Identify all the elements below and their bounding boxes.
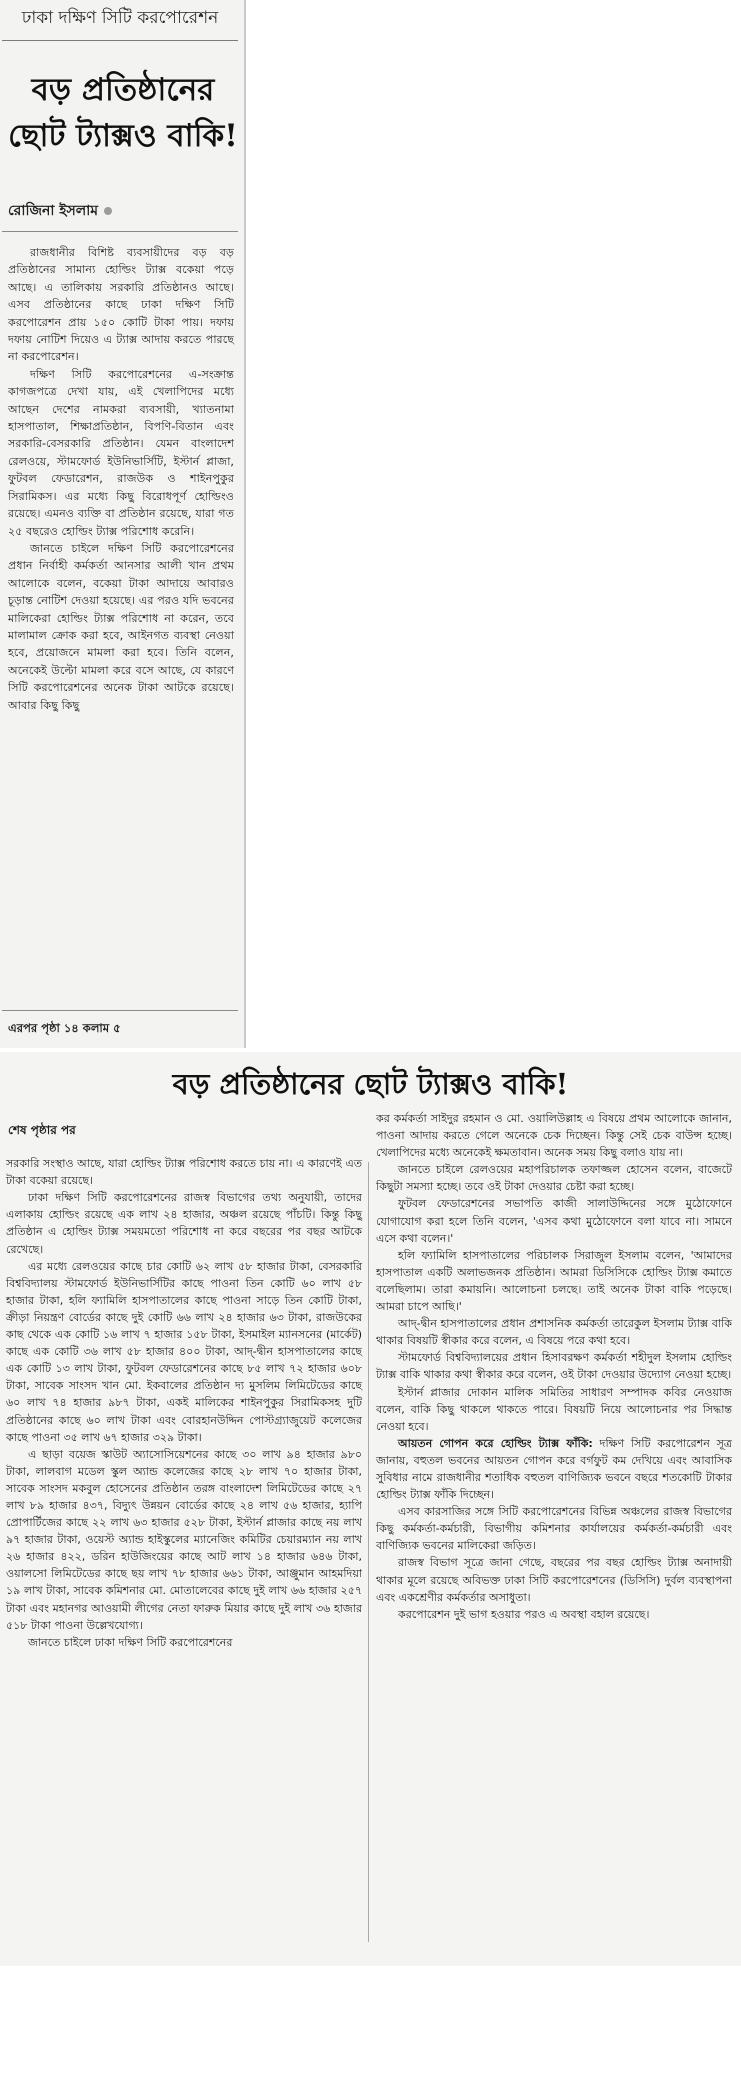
body-paragraph: দক্ষিণ সিটি করপোরেশনের এ-সংক্রান্ত কাগজপত্রে দেখা যায়, এই খেলাপিদের মধ্যে আছেন দেশের নামকরা ব্যবসায়ী, খ্যাতনামা হাসপাতাল, শিক্ষাপ্রতিষ্ঠান, বিপণি-বিতান এবং সরকারি-বেসরকারি প্রতিষ্ঠান। যেমন বাংলাদেশ রেলওয়ে, স্টামফোর্ড ইউনিভার্সিটি, ইস্টার্ন প্লাজা, ফুটবল ফেডারেশন, রাজউক ও শাইনপুকুর সিরামিকস। এর মধ্যে কিছু বিরোধপূর্ণ হোল্ডিংও রয়েছে। এমনও ব্যক্তি বা প্রতিষ্ঠান রয়েছে, যারা গত ২৫ বছরেও হোল্ডিং ট্যাক্স পরিশোধ করেনি। <box>8 367 234 538</box>
body-paragraph: স্টামফোর্ড বিশ্ববিদ্যালয়ের প্রধান হিসাবরক্ষণ কর্মকর্তা শহীদুল ইসলাম হোল্ডিং ট্যাক্স বাকি থাকার কথা স্বীকার করে বলেন, ওই টাকা দেওয়ার উদ্যোগ নেওয়া হচ্ছে। <box>376 1351 732 1382</box>
body-paragraph: হলি ফ্যামিলি হাসপাতালের পরিচালক সিরাজুল ইসলাম বলেন, 'আমাদের হাসপাতাল একটি অলাভজনক প্রতিষ্ঠান। আমরা ডিসিসিকে হোল্ডিং ট্যাক্স কমাতে বলেছিলাম। তারা কমায়নি। আলোচনা চলছে। তাই অনেক টাকা বাকি পড়েছে। আমরা চাপে আছি।' <box>376 1248 732 1314</box>
left-column <box>6 1122 362 1651</box>
subhead: আয়তন গোপন করে হোল্ডিং ট্যাক্স ফাঁকি: <box>398 1436 593 1450</box>
body-paragraph: জানতে চাইলে দক্ষিণ সিটি করপোরেশনের প্রধান নির্বাহী কর্মকর্তা আনসার আলী খান প্রথম আলোকে বলেন, বকেয়া টাকা আদায়ে আবারও চূড়ান্ত নোটিশ দেওয়া হয়েছে। এর পরও যদি ভবনের মালিকেরা হোল্ডিং ট্যাক্স পরিশোধ না করেন, তবে মালামাল ক্রোক করা হবে, আইনগত ব্যবস্থা নেওয়া হবে, প্রয়োজনে মামলা করা হবে। তিনি বলেন, অনেকেই উল্টো মামলা করে বসে আছে, যে কারণে সিটি করপোরেশনের অনেক টাকা আটকে রয়েছে। আবার কিছু কিছু <box>8 541 234 712</box>
top-clipping <box>0 0 246 1048</box>
continued-body <box>0 1112 741 1962</box>
bottom-clipping <box>0 1052 741 1966</box>
body-paragraph: এসব কারসাজির সঙ্গে সিটি করপোরেশনের বিভিন্ন অঞ্চলের রাজস্ব বিভাগের কিছু কর্মকর্তা-কর্মচারী, বিভাগীয় কমিশনার কার্যালয়ের কর্মকর্তা-কর্মচারী এবং বাণিজ্যিক ভবনের মালিকেরা জড়িত। <box>376 1505 732 1553</box>
column-divider <box>368 1162 369 1942</box>
author-name: রোজিনা ইসলাম <box>8 203 99 219</box>
rubric-divider <box>2 40 238 41</box>
body-paragraph: রাজস্ব বিভাগ সূত্রে জানা গেছে, বছরের পর বছর হোল্ডিং ট্যাক্স অনাদায়ী থাকার মূলে রয়েছে অবিভক্ত ঢাকা সিটি করপোরেশনের (ডিসিসি) দুর্বল ব্যবস্থাপনা এবং একশ্রেণীর কর্মকর্তার অসাধুতা। <box>376 1556 732 1604</box>
body-paragraph: আদ্-দ্বীন হাসপাতালের প্রধান প্রশাসনিক কর্মকর্তা তারেকুল ইসলাম ট্যাক্স বাকি থাকার বিষয়টি স্বীকার করে বলেন, এ বিষয়ে পরে কথা হবে। <box>376 1317 732 1348</box>
body-paragraph: ঢাকা দক্ষিণ সিটি করপোরেশনের রাজস্ব বিভাগের তথ্য অনুযায়ী, তাদের এলাকায় হোল্ডিং রয়েছে এক লাখ ২৪ হাজার, অঞ্চল রয়েছে পাঁচটি। কিন্তু কিছু প্রতিষ্ঠান এ হোল্ডিং ট্যাক্স সময়মতো পরিশোধ না করে বছরের পর বছর আটকে রেখেছে। <box>6 1191 362 1256</box>
section-rubric: ঢাকা দক্ষিণ সিটি করপোরেশন <box>21 8 219 28</box>
continued-from-label: শেষ পৃষ্ঠার পর <box>8 1123 76 1137</box>
body-paragraph: ফুটবল ফেডারেশনের সভাপতি কাজী সালাউদ্দিনের সঙ্গে মুঠোফোনে যোগাযোগ করা হলে তিনি বলেন, 'এসব কথা মুঠোফোনে বলা যাবে না। সামনে এসে কথা বলেন।' <box>376 1197 732 1245</box>
continuation-divider <box>2 1010 238 1011</box>
body-paragraph: এর মধ্যে রেলওয়ের কাছে চার কোটি ৬২ লাখ ৫৮ হাজার টাকা, বেসরকারি বিশ্ববিদ্যালয় স্টামফোর্ড ইউনিভার্সিটির কাছে পাওনা তিন কোটি ৬০ লাখ ৫৮ হাজার টাকা, হলি ফ্যামিলি হাসপাতালের কাছে পাওনা সাড়ে তিন কোটি টাকা, ক্রীড়া নিয়ন্ত্রণ বোর্ডের কাছে দুই কোটি ৬৬ লাখ ২৪ হাজার ৬৩ টাকা, রাজউকের কাছ থেকে এক কোটি ১৬ লাখ ৭ হাজার ১৫৮ টাকা, ইসমাইল ম্যানসনের (মার্কেট) কাছে এক কোটি ৩৬ লাখ ৫৮ হাজার ৪০০ টাকা, আদ্-দ্বীন হাসপাতালের কাছে এক কোটি ১৩ লাখ টাকা, ফুটবল ফেডারেশনের কাছে ৮৫ লাখ ৭২ হাজার ৬০৮ টাকা, সাবেক সাংসদ খান মো. ইকবালের প্রতিষ্ঠান দ্য মুসলিম লিমিটেডের কাছে ৬০ লাখ ৭৪ হাজার ৯৮৭ টাকা, একই মালিকের শাইনপুকুর সিরামিকসহ দুটি প্রতিষ্ঠানের কাছে ৬০ লাখ টাকা এবং বোরহানউদ্দিন পোস্টগ্র্যাজুয়েট কলেজের কাছে পাওনা ৩৫ লাখ ৬৭ হাজার ৩২৯ টাকা। <box>6 1259 362 1444</box>
body-paragraph: রাজধানীর বিশিষ্ট ব্যবসায়ীদের বড় বড় প্রতিষ্ঠানের সামান্য হোল্ডিং ট্যাক্স বকেয়া পড়ে আছে। এ তালিকায় সরকারি প্রতিষ্ঠানও আছে। এসব প্রতিষ্ঠানের কাছে ঢাকা দক্ষিণ সিটি করপোরেশন প্রায় ১৫০ কোটি টাকা পায়। দফায় দফায় নোটিশ দিয়েও এ ট্যাক্স আদায় করতে পারছে না করপোরেশন। <box>8 246 234 364</box>
body-paragraph: সরকারি সংস্থাও আছে, যারা হোল্ডিং ট্যাক্স পরিশোধ করতে চায় না। এ কারণেই এত টাকা বকেয়া রয়েছে। <box>6 1157 362 1188</box>
body-paragraph: জানতে চাইলে ঢাকা দক্ষিণ সিটি করপোরেশনের <box>28 1635 233 1649</box>
article-body <box>8 244 234 714</box>
body-paragraph: ইস্টার্ন প্লাজার দোকান মালিক সমিতির সাধারণ সম্পাদক কবির নেওয়াজ বলেন, বাকি কিছু থাকলে থাকতে পারে। বিষয়টি নিয়ে আলোচনার পর সিদ্ধান্ত নেওয়া হবে। <box>376 1385 732 1433</box>
continuation-note: এরপর পৃষ্ঠা ১৪ কলাম ৫ <box>8 1021 121 1035</box>
body-paragraph: কর কর্মকর্তা সাইদুর রহমান ও মো. ওয়ালিউল্লাহ এ বিষয়ে প্রথম আলোকে জানান, পাওনা আদায় করতে গেলে অনেকে চেক দিচ্ছেন। কিন্তু সেই চেক বাউন্স হচ্ছে। খেলাপিদের মধ্যে অনেকেই ক্ষমতাবান। অনেক সময় কিছু বলাও যায় না। <box>376 1112 732 1160</box>
right-column <box>376 1110 732 1623</box>
body-paragraph: এ ছাড়া বয়েজ স্কাউট অ্যাসোসিয়েশনের কাছে ৩০ লাখ ৯৪ হাজার ৯৮০ টাকা, লালবাগ মডেল স্কুল অ্যান্ড কলেজের কাছে ২৮ লাখ ৭০ হাজার টাকা, সাবেক সাংসদ মকবুল হোসেনের প্রতিষ্ঠান তরঙ্গ বাংলাদেশ লিমিটেডের কাছে ২৭ লাখ ৮৯ হাজার ৪৩৭, বিদ্যুৎ উন্নয়ন বোর্ডের কাছে ২৪ লাখ ৫৬ হাজার, হ্যাপি প্রোপার্টিজের কাছে ২২ লাখ ৬৩ হাজার ৫২৮ টাকা, ইস্টার্ন প্লাজার কাছে নয় লাখ ৯৭ হাজার টাকা, ওয়েস্ট অ্যান্ড হাইস্কুলের ম্যানেজিং কমিটির চেয়ারম্যান নয় লাখ ২৬ হাজার ৪২২, ডরিন হাউজিংয়ের কাছে আট লাখ ১৪ হাজার ৬৪৬ টাকা, ওয়ালসো লিমিটেডের কাছে ছয় লাখ ৭৮ হাজার ৬৬১ টাকা, আঞ্জুমান আহমদিয়া ১৯ লাখ টাকা, সাবেক কমিশনার মো. মোতালেবের কাছে দুই লাখ ৬৬ হাজার ২৫৭ টাকা এবং মহানগর আওয়ামী লীগের নেতা ফারুক মিয়ার কাছে দুই লাখ ৩৬ হাজার ৫১৮ টাকা পাওনা উল্লেখযোগ্য। <box>6 1447 362 1632</box>
subhead-paragraph <box>376 1435 732 1503</box>
article-headline: বড় প্রতিষ্ঠানের ছোট ট্যাক্সও বাকি! <box>8 72 238 154</box>
byline <box>8 199 244 223</box>
bullet-icon <box>104 207 112 215</box>
body-paragraph: করপোরেশন দুই ভাগ হওয়ার পরও এ অবস্থা বহাল রয়েছে। <box>398 1607 650 1621</box>
continued-headline: বড় প্রতিষ্ঠানের ছোট ট্যাক্সও বাকি! <box>172 1067 569 1101</box>
subhead-text: দক্ষিণ সিটি করপোরেশন সূত্র জানায়, বহুতল ভবনের আয়তন গোপন করে বর্গফুট কম দেখিয়ে এবং আবাসিক সুবিধার নামে রাজধানীর শতাধিক বহুতল বাণিজ্যিক ভবনে বছরে শতকোটি টাকার হোল্ডিং ট্যাক্স ফাঁকি দিচ্ছেন। <box>376 1436 732 1502</box>
body-paragraph: জানতে চাইলে রেলওয়ের মহাপরিচালক তফাজ্জল হোসেন বলেন, বাজেটে কিছুটা সমস্যা হচ্ছে। তবে ওই টাকা দেওয়ার চেষ্টা করা হচ্ছে। <box>376 1163 732 1194</box>
byline-divider <box>2 231 238 232</box>
